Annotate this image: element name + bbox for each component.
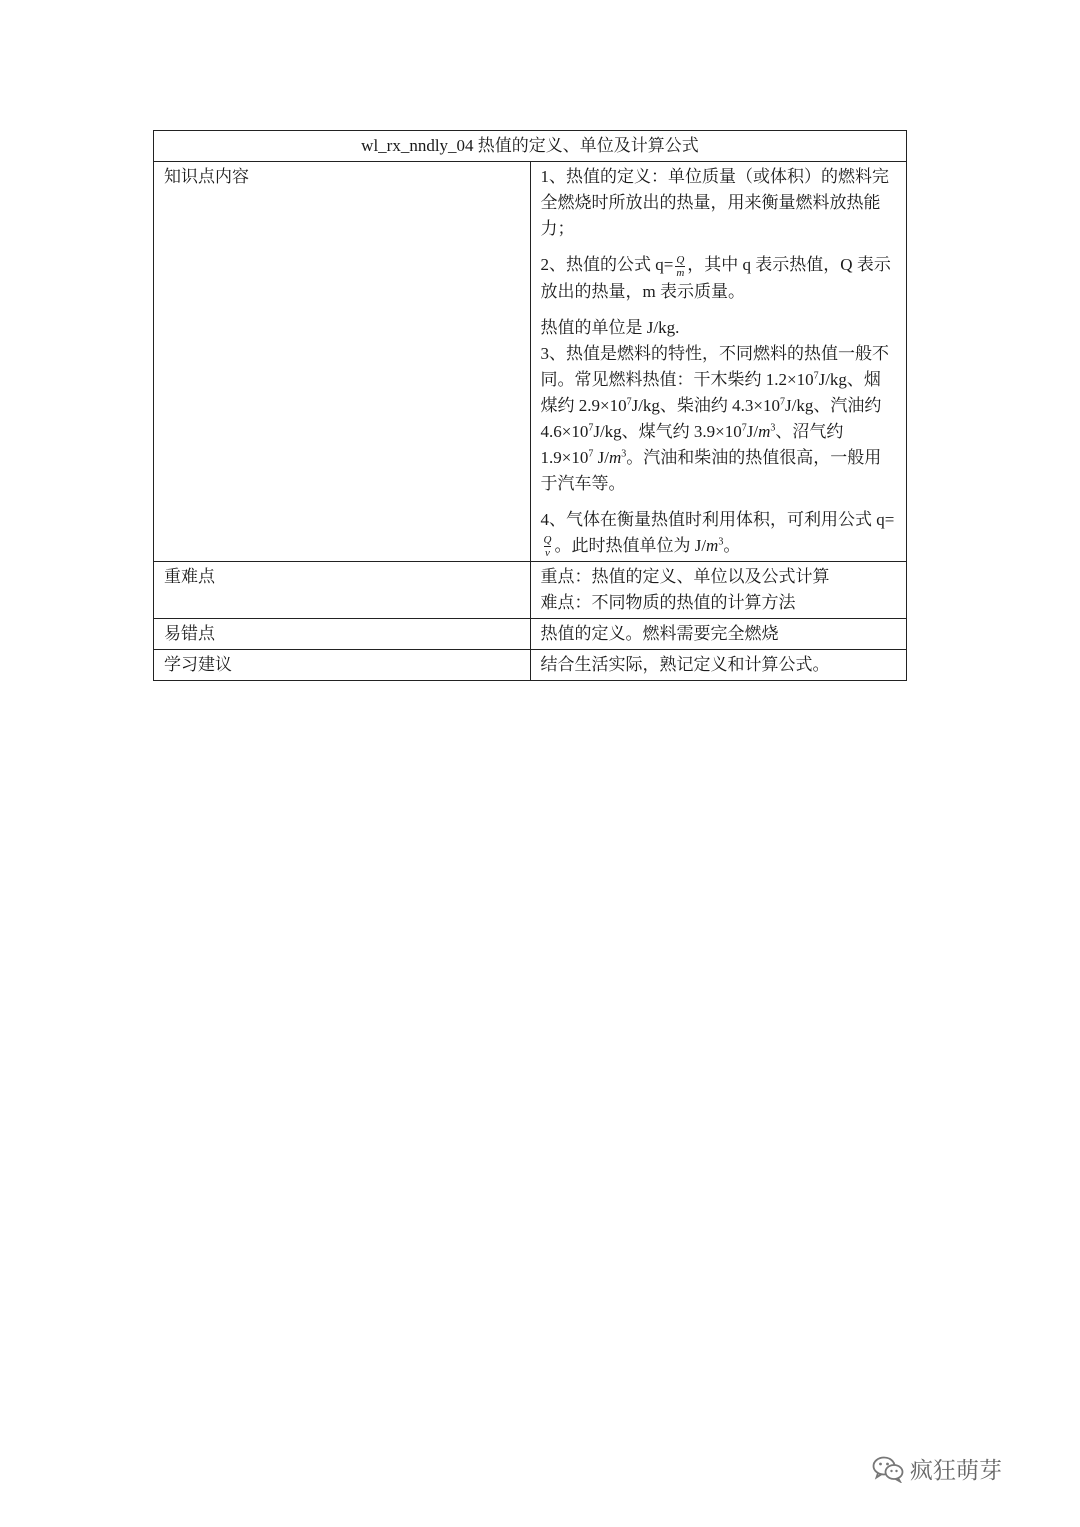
table-row <box>154 619 907 650</box>
exponent: 3 <box>621 447 627 459</box>
fuel-text: J/kg、柴油约 4.3×10 <box>631 395 781 415</box>
exponent: 7 <box>588 447 594 459</box>
fuel-text: 3、热值是燃料的特性，不同燃料的热值一般不同。常见燃料热值：干木柴约 1.2×10 <box>540 343 889 389</box>
fraction-q-over-m <box>675 254 685 279</box>
fuel-text: J/kg、烟煤约 2.9×10 <box>540 369 881 415</box>
math-variable: m <box>608 447 622 467</box>
gas-formula-paragraph <box>541 507 897 560</box>
fuel-text: J/ <box>746 421 759 441</box>
formula-text: 2、热值的公式 q= <box>540 255 674 274</box>
gas-unit-text: 。此时热值单位为 J/ <box>554 535 707 555</box>
fuel-text: J/kg、汽油约 4.6×10 <box>540 395 882 441</box>
advice-cell: 结合生活实际，熟记定义和计算公式。 <box>530 650 907 681</box>
fraction-denominator: v <box>545 547 550 560</box>
row-label-content: 知识点内容 <box>154 162 531 562</box>
mistakes-cell: 热值的定义。燃料需要完全燃烧 <box>530 619 907 650</box>
math-variable: m <box>758 421 771 441</box>
table-row <box>154 650 907 681</box>
watermark <box>872 1452 1002 1485</box>
row-label-key-points: 重难点 <box>154 562 531 619</box>
row-label-mistakes: 易错点 <box>154 619 531 650</box>
key-point-line: 重点：热值的定义、单位以及公式计算 <box>540 567 830 587</box>
knowledge-point-table <box>153 130 907 681</box>
difficult-point-line: 难点：不同物质的热值的计算方法 <box>540 593 796 613</box>
fuel-text: 。汽油和柴油的热值很高，一般用于汽车等。 <box>540 447 882 493</box>
fraction-q-over-v <box>543 534 553 559</box>
math-variable: m <box>706 535 719 555</box>
row-label-advice: 学习建议 <box>154 650 531 681</box>
exponent: 7 <box>780 395 786 407</box>
exponent: 7 <box>626 395 632 407</box>
fraction-denominator: m <box>676 266 685 279</box>
gas-unit-end: 。 <box>723 535 741 555</box>
exponent: 3 <box>770 421 776 433</box>
gas-formula-text: 4、气体在衡量热值时利用体积，可利用公式 q= <box>540 509 895 529</box>
table-title: wl_rx_nndly_04 热值的定义、单位及计算公式 <box>154 131 907 162</box>
fraction-numerator: Q <box>676 253 685 266</box>
exponent: 3 <box>718 535 724 547</box>
fuel-text: J/ <box>593 447 609 467</box>
formula-paragraph <box>541 252 897 305</box>
key-points-cell <box>530 562 907 619</box>
exponent: 7 <box>813 369 819 381</box>
unit-paragraph: 热值的单位是 J/kg. <box>540 317 680 337</box>
table-row <box>154 162 907 562</box>
exponent: 7 <box>741 421 747 433</box>
table-row <box>154 562 907 619</box>
exponent: 7 <box>588 421 594 433</box>
fuel-values-paragraph <box>541 341 897 497</box>
content-cell <box>530 162 907 562</box>
fraction-numerator: Q <box>543 534 552 547</box>
fuel-text: J/kg、煤气约 3.9×10 <box>593 421 742 441</box>
wechat-icon <box>872 1455 904 1483</box>
definition-paragraph: 1、热值的定义：单位质量（或体积）的燃料完全燃烧时所放出的热量，用来衡量燃料放热能力； <box>540 167 889 238</box>
formula-explanation: ，其中 q 表示热值，Q 表示放出的热量，m 表示质量。 <box>540 255 891 301</box>
fuel-text: 、沼气约 1.9×10 <box>540 421 844 467</box>
watermark-text: 疯狂萌芽 <box>910 1458 1002 1484</box>
